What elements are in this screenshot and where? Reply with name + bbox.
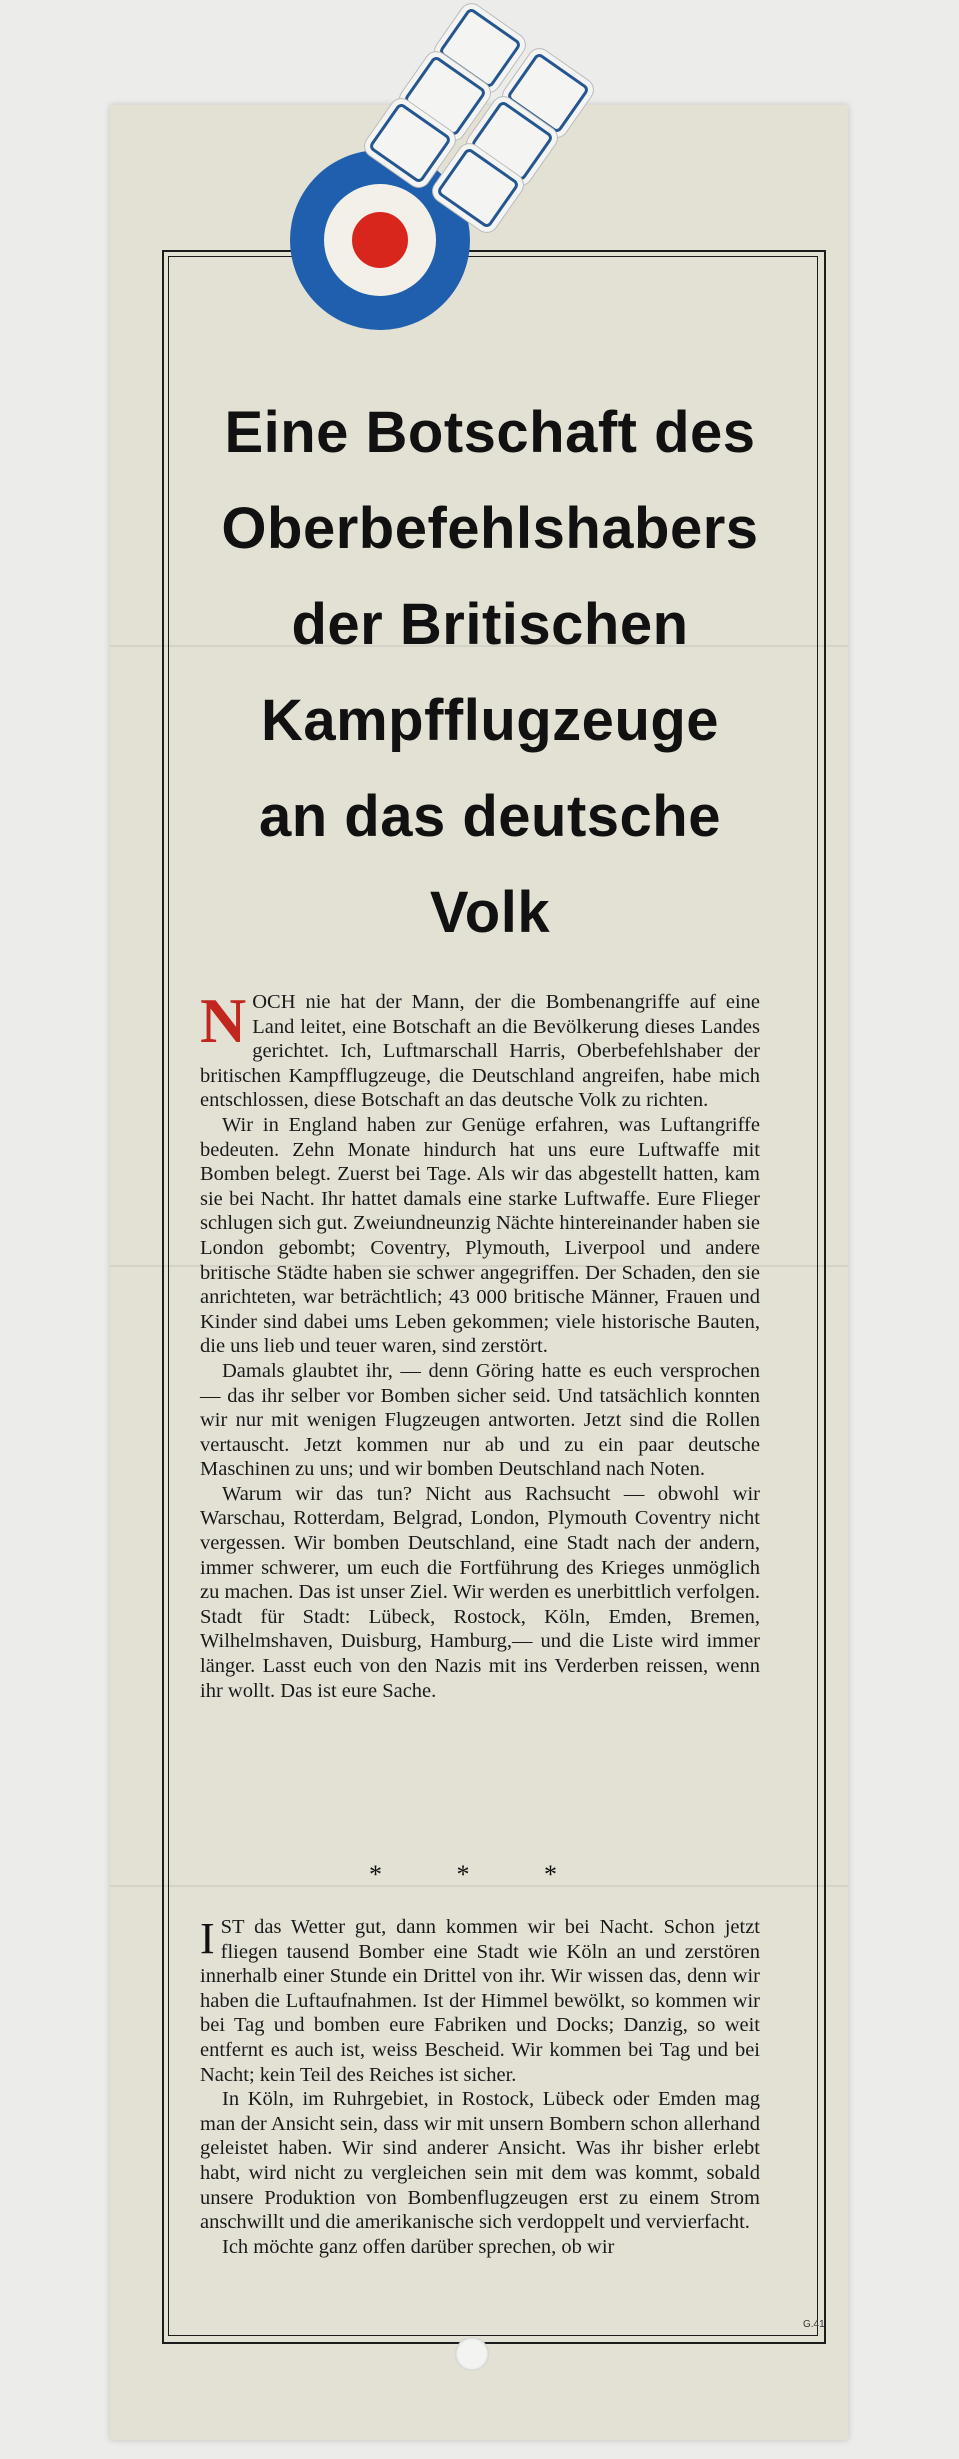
title-line: an das deutsche [259,784,721,849]
paragraph: Damals glaubtet ihr, — denn Göring hatte es euch versprochen — das ihr selber vor Bomben sicher seid. Und tatsächlich konnten wir nur mit wenigen Flugzeugen antworten. Jetzt sind die Rollen vertauscht. Jetzt kommen nur ab und zu ein paar deutsche Maschinen zu uns; und wir bomben Deutschland nach Noten. [200,1359,760,1481]
paragraph: Ich möchte ganz offen darüber sprechen, ob wir [222,2235,615,2258]
paragraph: NOCH nie hat der Mann, der die Bombenangriffe auf eine Land leitet, eine Botschaft an die Bevölkerung dieses Landes gerichtet. Ich, Luftmarschall Harris, Oberbefehlshaber der britischen Kampfflugzeuge, die Deutschland angreifen, habe mich entschlossen, diese Botschaft an das deutsche Volk zu richten. [200,985,760,1112]
drop-cap: N [200,985,247,1056]
paragraph: Wir in England haben zur Genüge erfahren, was Luftangriffe bedeuten. Zehn Monate hindurch hat uns eure Luftwaffe mit Bomben belegt. Zuerst bei Tage. Als wir das abgestellt hatten, kam sie bei Nacht. Ihr hattet damals eine starke Luftwaffe. Eure Flieger schlugen sich gut. Zweiundneunzig Nächte hintereinander haben sie London gebombt; Coventry, Plymouth, Liverpool und andere britische Städte haben sie schwer angegriffen. Der Schaden, den sie anrichteten, war beträchtlich; 43 000 britische Männer, Frauen und Kinder sind dabei ums Leben gekommen; viele historische Bauten, die uns lieb und teuer waren, sind zerstört. [200,1113,760,1358]
drop-cap: I [200,1914,215,1963]
body-section-2 [200,1915,760,2259]
body-section-1 [200,985,760,1703]
title-line: Kampfflugzeuge [260,688,720,753]
title-line: der Britischen [291,592,689,657]
paragraph: In Köln, im Ruhrgebiet, in Rostock, Lübeck oder Emden mag man der Ansicht sein, dass wir mit unsern Bombern schon allerhand geleistet haben. Wir sind anderer Ansicht. Was ihr bisher erlebt habt, wird nicht zu vergleichen sein mit dem was kommt, sobald unsere Produktion von Bombenflugzeugen erst zu einem Strom anschwillt und die amerikanische sich verdoppelt und vervierfacht. [200,2088,760,2234]
paragraph: IST das Wetter gut, dann kommen wir bei Nacht. Schon jetzt fliegen tausend Bomber eine Stadt wie Köln an und zerstören innerhalb einer Stunde ein Drittel von ihr. Wir wissen das, denn wir haben die Luftaufnahmen. Ist der Himmel bewölkt, so kommen wir bei Tag und bomben eure Fabriken und Docks; Danzig, so weit entfernt es auch ist, weiss Bescheid. Wir kommen bei Tag und bei Nacht; kein Teil des Reiches ist sicher. [200,1914,760,2086]
paragraph: Warum wir das tun? Nicht aus Rachsucht — obwohl wir Warschau, Rotterdam, Belgrad, London, Plymouth Coventry nicht vergessen. Wir bomben Deutschland, eine Stadt nach der andern, immer schwerer, um euch die Fortführung des Krieges unmöglich zu machen. Das ist unser Ziel. Wir werden es unerbittlich verfolgen. Stadt für Stadt: Lübeck, Rostock, Köln, Emden, Bremen, Wilhelmshaven, Duisburg, Hamburg,— und die Liste wird immer länger. Lasst euch von den Nazis mit ins Verderben reissen, wenn ihr wollt. Das ist eure Sache. [200,1482,760,1702]
punch-hole [455,2337,489,2371]
stamp-block-icon [368,10,608,250]
print-code: G.41 [803,2319,825,2330]
section-separator: * * * [369,1860,591,1889]
leaflet-title [160,385,820,961]
title-line: Oberbefehlshabers [221,496,759,561]
title-line: Eine Botschaft des [224,400,756,465]
title-line: Volk [429,880,551,945]
